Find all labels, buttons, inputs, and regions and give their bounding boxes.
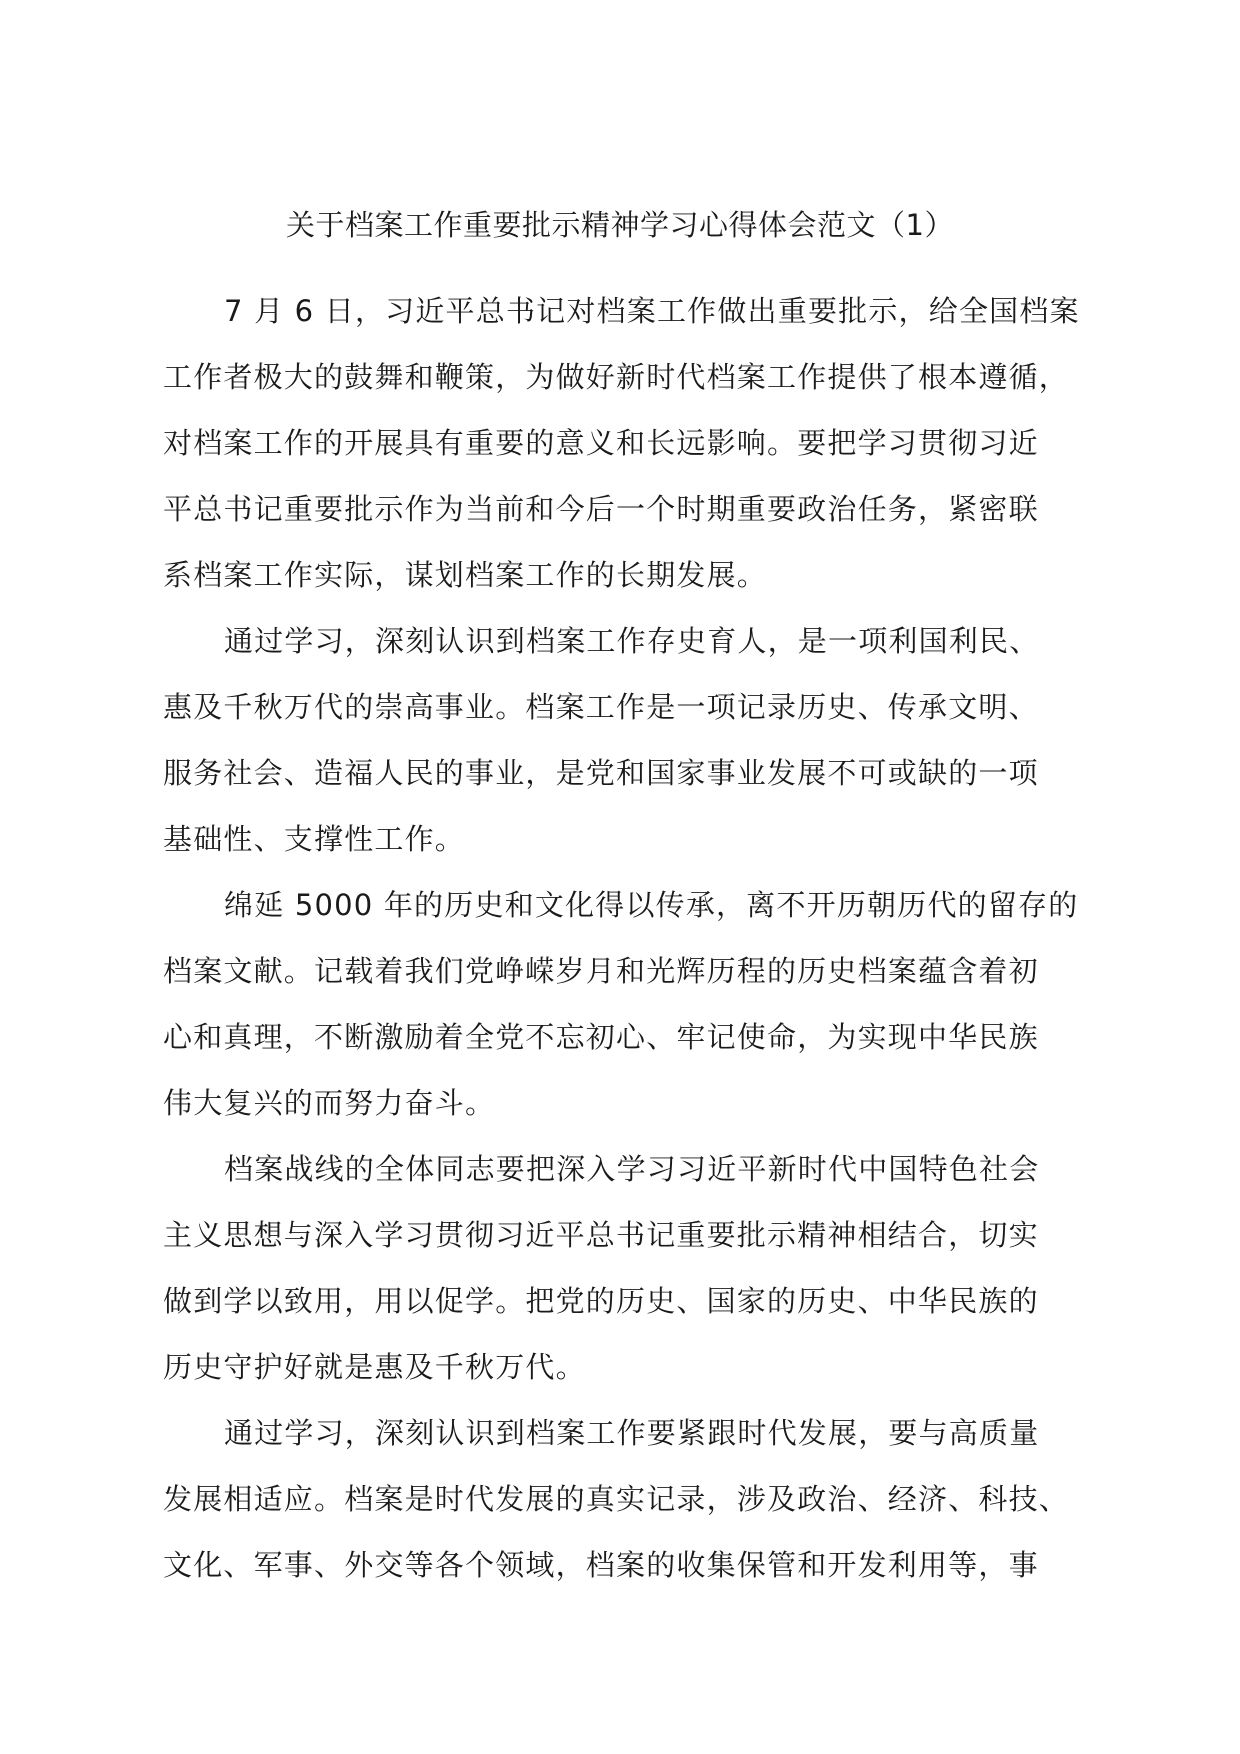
document-title: 关于档案工作重要批示精神学习心得体会范文（1） [286,208,954,242]
paragraph-line: 绵延 5000 年的历史和文化得以传承，离不开历朝历代的留存的 [224,888,1079,922]
paragraph-line: 服务社会、造福人民的事业，是党和国家事业发展不可或缺的一项 [163,756,1039,790]
paragraph-line: 主义思想与深入学习贯彻习近平总书记重要批示精神相结合，切实 [163,1218,1039,1252]
paragraph-line: 历史守护好就是惠及千秋万代。 [163,1350,586,1384]
paragraph-2 [163,608,1103,872]
paragraph-line: 档案战线的全体同志要把深入学习习近平新时代中国特色社会 [224,1152,1040,1186]
paragraph-line: 7 月 6 日，习近平总书记对档案工作做出重要批示，给全国档案 [224,294,1080,328]
paragraph-line: 对档案工作的开展具有重要的意义和长远影响。要把学习贯彻习近 [163,426,1039,460]
paragraph-line: 通过学习，深刻认识到档案工作存史育人，是一项利国利民、 [224,624,1040,658]
paragraph-4 [163,1136,1103,1400]
document-body [163,278,1103,1598]
paragraph-line: 系档案工作实际，谋划档案工作的长期发展。 [163,558,768,592]
paragraph-line: 基础性、支撑性工作。 [163,822,466,856]
paragraph-line: 档案文献。记载着我们党峥嵘岁月和光辉历程的历史档案蕴含着初 [163,954,1039,988]
paragraph-line: 惠及千秋万代的崇高事业。档案工作是一项记录历史、传承文明、 [163,690,1039,724]
paragraph-line: 平总书记重要批示作为当前和今后一个时期重要政治任务，紧密联 [163,492,1039,526]
paragraph-line: 文化、军事、外交等各个领域，档案的收集保管和开发利用等，事 [163,1548,1039,1582]
paragraph-line: 心和真理，不断激励着全党不忘初心、牢记使命，为实现中华民族 [163,1020,1039,1054]
paragraph-3 [163,872,1103,1136]
paragraph-line: 伟大复兴的而努力奋斗。 [163,1086,496,1120]
paragraph-line: 做到学以致用，用以促学。把党的历史、国家的历史、中华民族的 [163,1284,1039,1318]
paragraph-1 [163,278,1103,608]
paragraph-line: 通过学习，深刻认识到档案工作要紧跟时代发展，要与高质量 [224,1416,1040,1450]
paragraph-line: 工作者极大的鼓舞和鞭策，为做好新时代档案工作提供了根本遵循， [163,360,1070,394]
paragraph-line: 发展相适应。档案是时代发展的真实记录，涉及政治、经济、科技、 [163,1482,1070,1516]
paragraph-5 [163,1400,1103,1598]
